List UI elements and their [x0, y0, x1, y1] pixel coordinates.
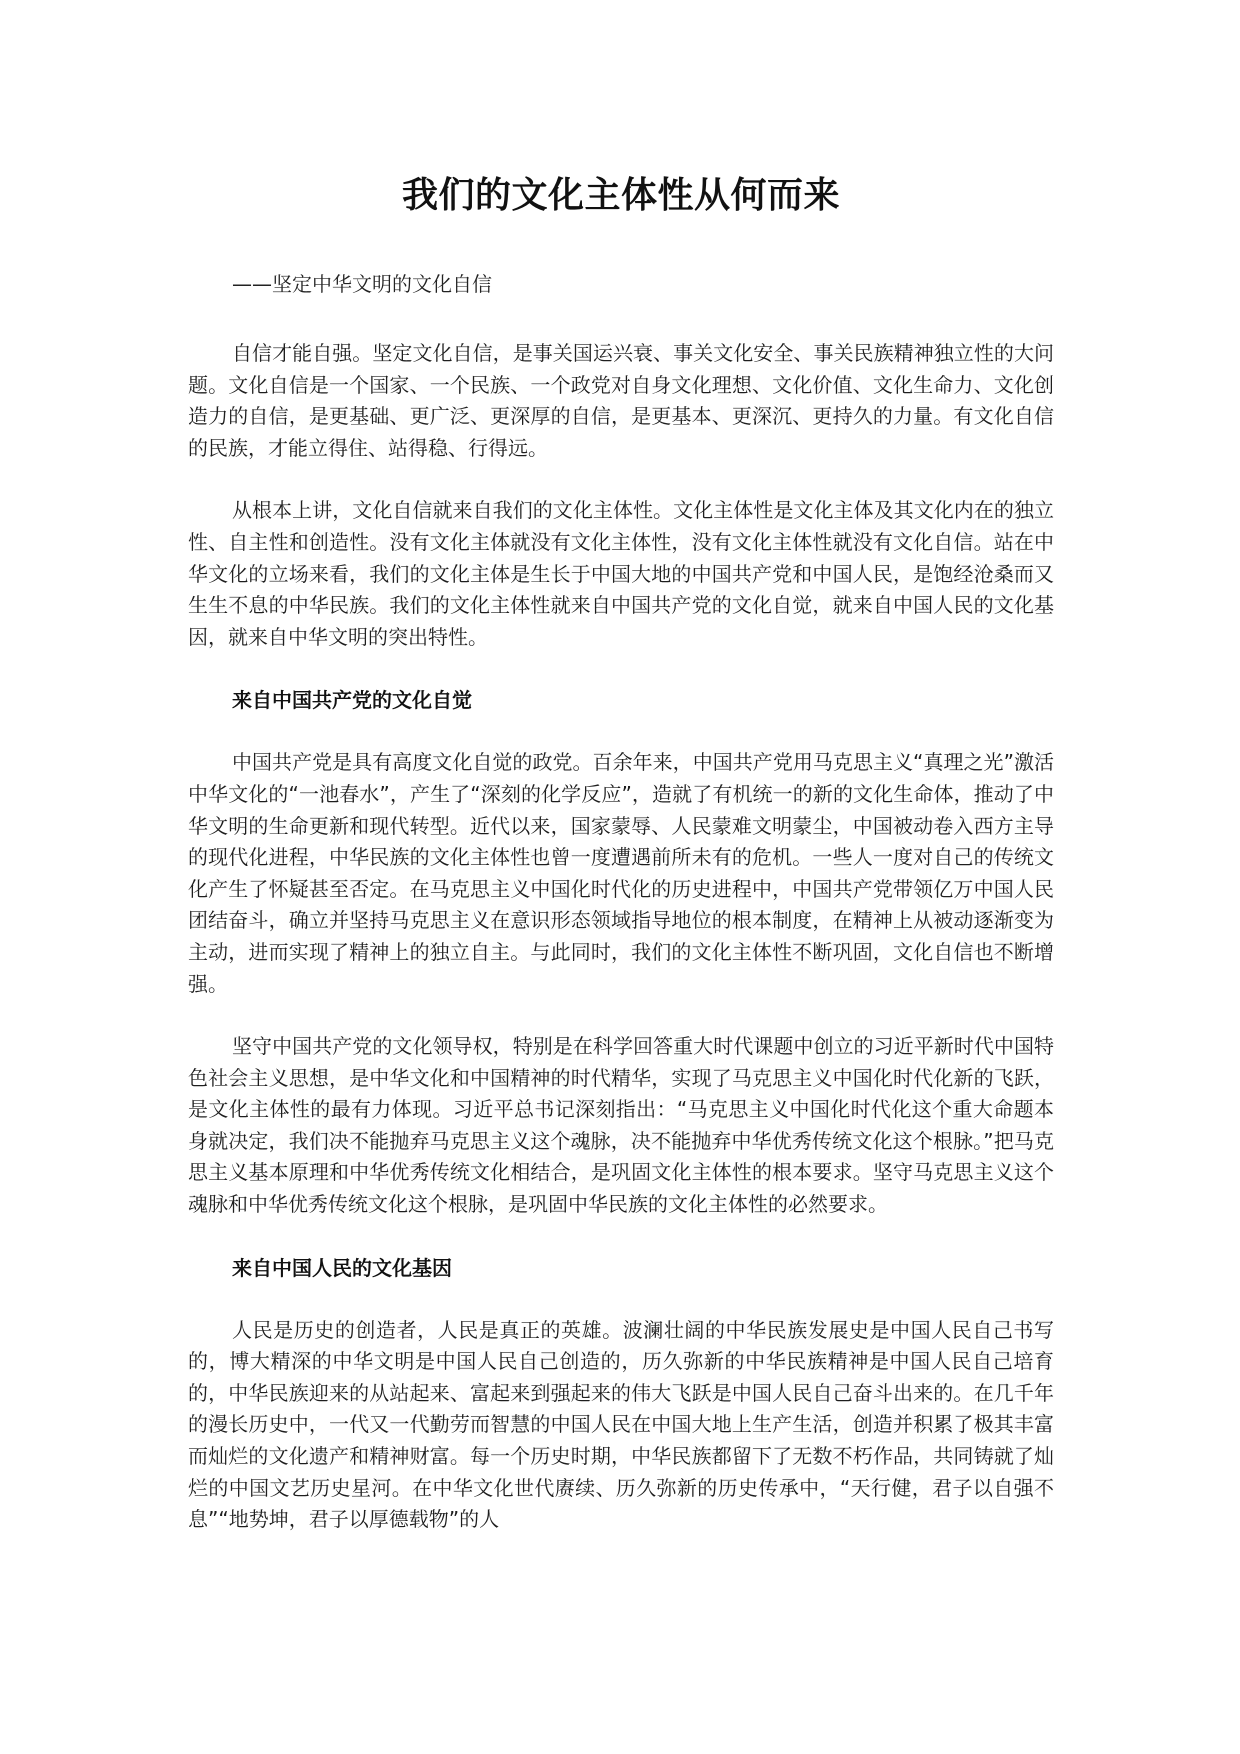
- section-heading-party: 来自中国共产党的文化自觉: [232, 688, 472, 713]
- document-subtitle: ——坚定中华文明的文化自信: [232, 272, 492, 296]
- paragraph-party-awareness: 中国共产党是具有高度文化自觉的政党。百余年来，中国共产党用马克思主义“真理之光”激活中华文化的“一池春水”，产生了“深刻的化学反应”，造就了有机统一的新的文化生命体，推动了中华文明的生命更新和现代转型。近代以来，国家蒙辱、人民蒙难文明蒙尘，中国被动卷入西方主导的现代化进程，中华民族的文化主体性也曾一度遭遇前所未有的危机。一些人一度对自己的传统文化产生了怀疑甚至否定。在马克思主义中国化时代化的历史进程中，中国共产党带领亿万中国人民团结奋斗，确立并坚持马克思主义在意识形态领域指导地位的根本制度，在精神上从被动逐渐变为主动，进而实现了精神上的独立自主。与此同时，我们的文化主体性不断巩固，文化自信也不断增强。: [188, 750, 1054, 996]
- paragraph-cultural-subjectivity: 从根本上讲，文化自信就来自我们的文化主体性。文化主体性是文化主体及其文化内在的独立性、自主性和创造性。没有文化主体就没有文化主体性，没有文化主体性就没有文化自信。站在中华文化的立场来看，我们的文化主体是生长于中国大地的中国共产党和中国人民，是饱经沧桑而又生生不息的中华民族。我们的文化主体性就来自中国共产党的文化自觉，就来自中国人民的文化基因，就来自中华文明的突出特性。: [188, 498, 1054, 649]
- document-title: 我们的文化主体性从何而来: [401, 175, 840, 216]
- document-page: [188, 172, 1054, 1536]
- paragraph-people-genes: 人民是历史的创造者，人民是真正的英雄。波澜壮阔的中华民族发展史是中国人民自己书写的，博大精深的中华文明是中国人民自己创造的，历久弥新的中华民族精神是中国人民自己培育的，中华民族迎来的从站起来、富起来到强起来的伟大飞跃是中国人民自己奋斗出来的。在几千年的漫长历史中，一代又一代勤劳而智慧的中国人民在中国大地上生产生活，创造并积累了极其丰富而灿烂的文化遗产和精神财富。每一个历史时期，中华民族都留下了无数不朽作品，共同铸就了灿烂的中国文艺历史星河。在中华文化世代赓续、历久弥新的历史传承中，“天行健，君子以自强不息”“地势坤，君子以厚德载物”的人: [188, 1317, 1054, 1532]
- section-heading-people: 来自中国人民的文化基因: [232, 1255, 452, 1280]
- paragraph-party-leadership: 坚守中国共产党的文化领导权，特别是在科学回答重大时代课题中创立的习近平新时代中国特色社会主义思想，是中华文化和中国精神的时代精华，实现了马克思主义中国化时代化新的飞跃，是文化主体性的最有力体现。习近平总书记深刻指出：“马克思主义中国化时代化这个重大命题本身就决定，我们决不能抛弃马克思主义这个魂脉，决不能抛弃中华优秀传统文化这个根脉。”把马克思主义基本原理和中华优秀传统文化相结合，是巩固文化主体性的根本要求。坚守马克思主义这个魂脉和中华优秀传统文化这个根脉，是巩固中华民族的文化主体性的必然要求。: [188, 1034, 1054, 1217]
- paragraph-intro: 自信才能自强。坚定文化自信，是事关国运兴衰、事关文化安全、事关民族精神独立性的大问题。文化自信是一个国家、一个民族、一个政党对自身文化理想、文化价值、文化生命力、文化创造力的自信，是更基础、更广泛、更深厚的自信，是更基本、更深沉、更持久的力量。有文化自信的民族，才能立得住、站得稳、行得远。: [188, 341, 1054, 460]
